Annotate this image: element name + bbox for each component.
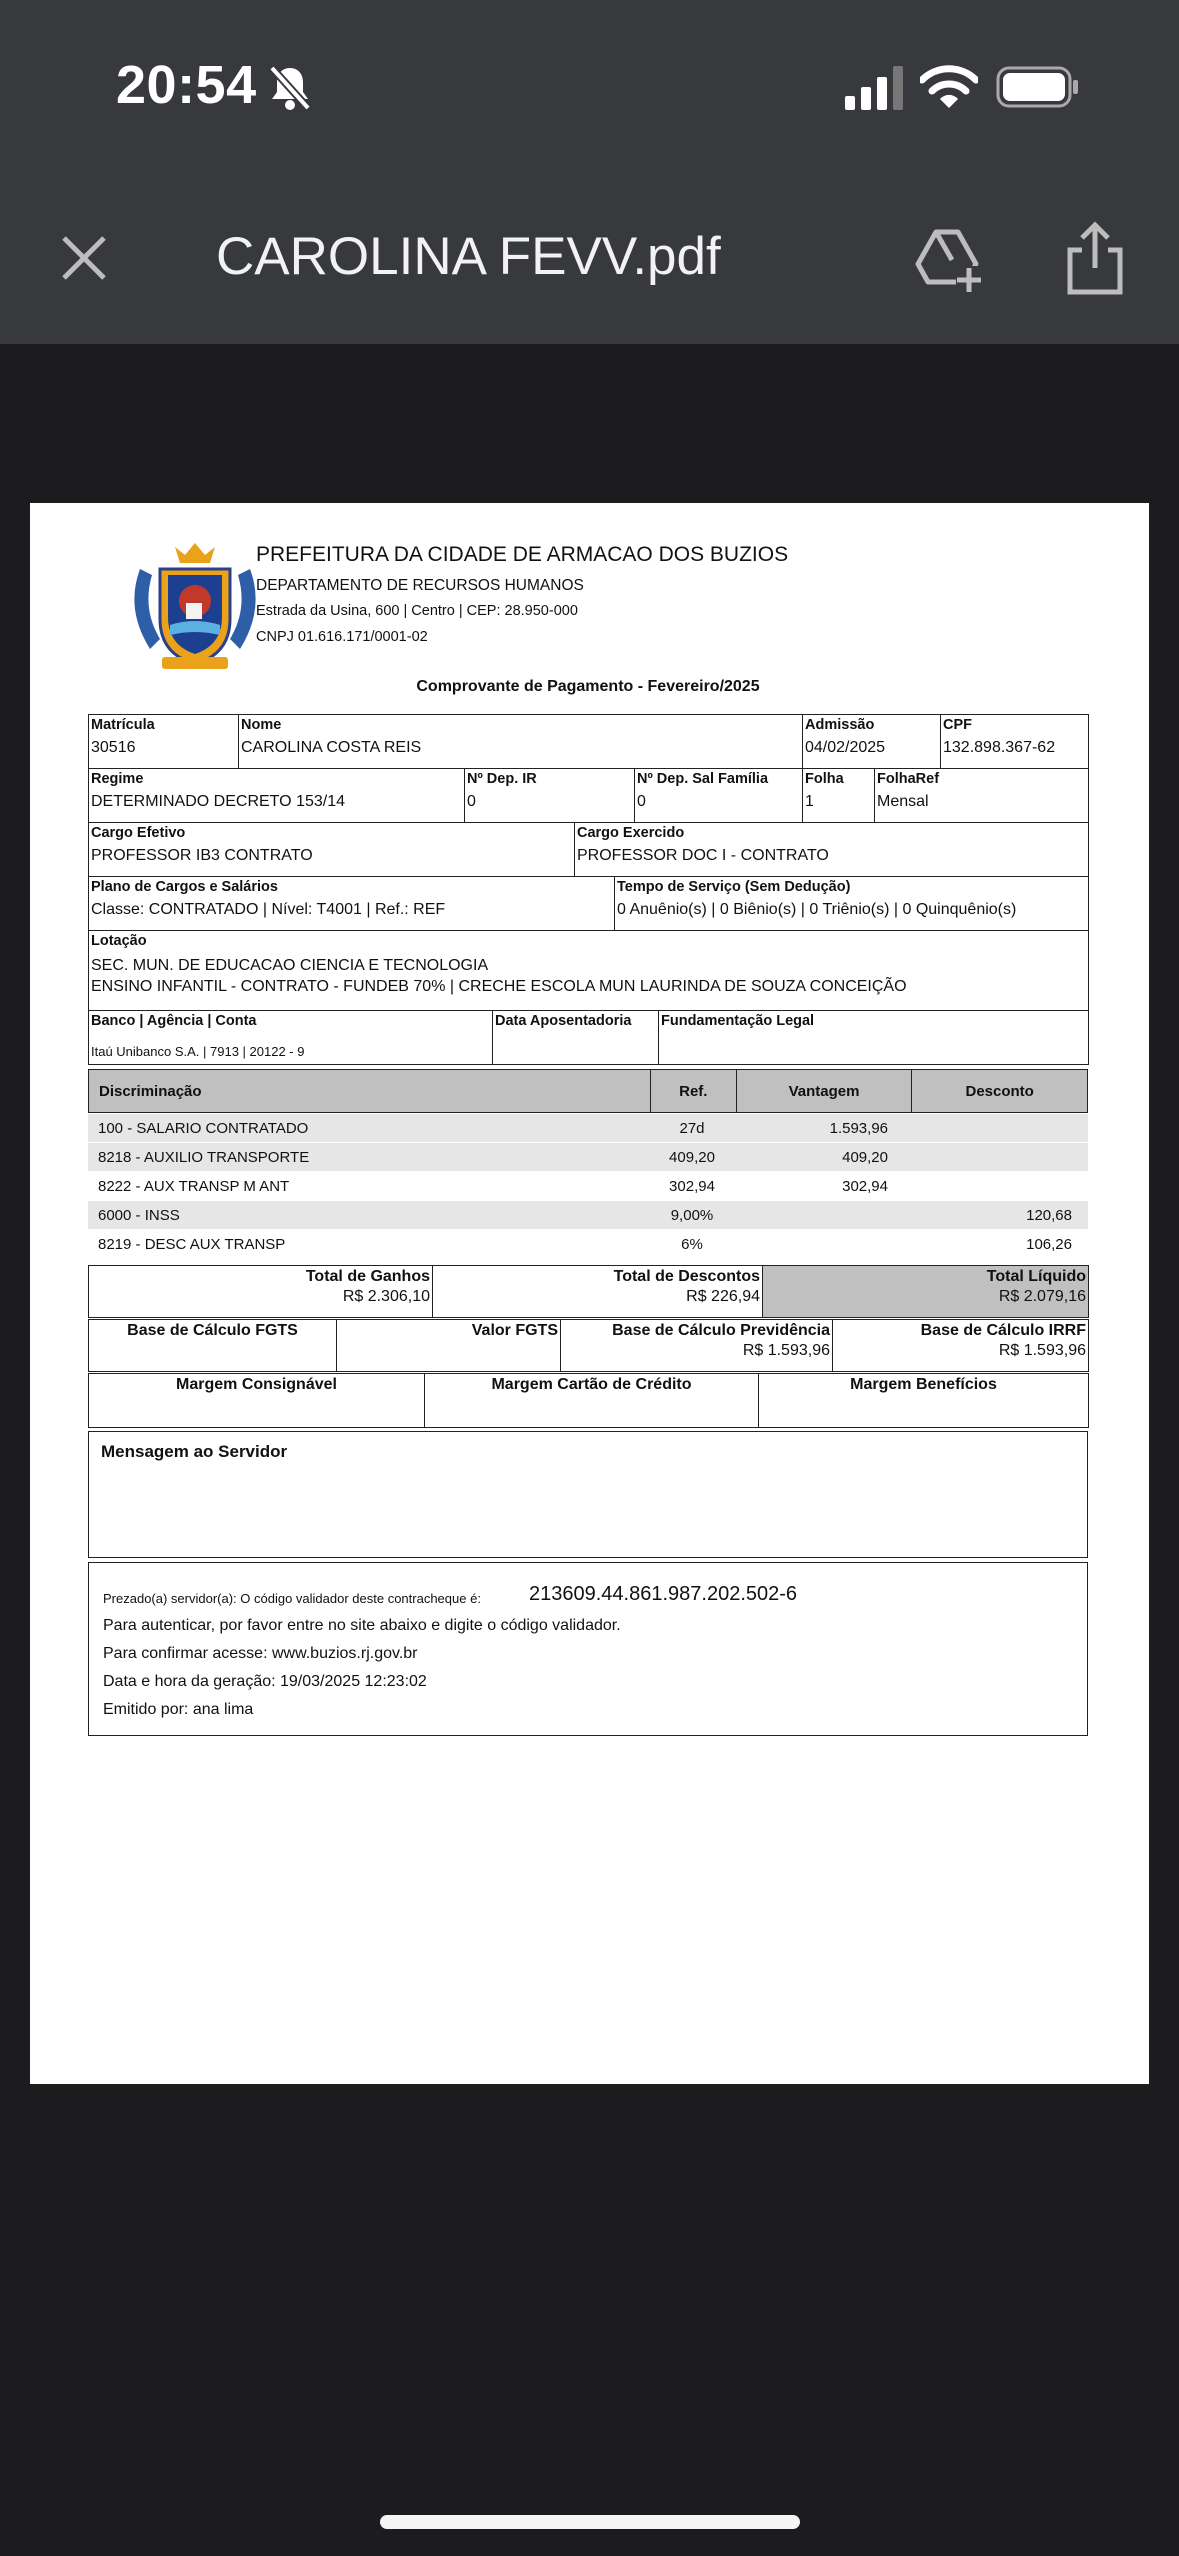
item-row: 100 - SALARIO CONTRATADO 27d 1.593,96 [88,1114,1088,1142]
cargo-table [88,822,1089,877]
margem-cartao-cell: Margem Cartão de Crédito [425,1374,759,1428]
regime-table [88,768,1089,823]
folha-cell: Folha 1 [803,769,875,823]
payslip-document [88,503,1088,1803]
header-discriminacao: Discriminação [99,1082,202,1100]
banco-table [88,1010,1089,1065]
aposentadoria-cell: Data Aposentadoria [493,1011,659,1065]
lotacao-cell: Lotação SEC. MUN. DE EDUCACAO CIENCIA E TECNOLOGIA ENSINO INFANTIL - CONTRATO - FUNDEB 70% | CRECHE ESCOLA MUN LAURINDA DE SOUZA CONCEIÇÃO [89,931,1089,1011]
employee-info-table [88,714,1089,769]
payment-items [88,1069,1088,1258]
home-indicator[interactable] [380,2515,800,2529]
total-ganhos-cell: Total de Ganhos R$ 2.306,10 [89,1266,433,1318]
bell-slash-icon [264,62,316,114]
pdf-page[interactable] [30,503,1149,2084]
item-row: 6000 - INSS 9,00% 120,68 [88,1201,1088,1229]
total-liquido-cell: Total Líquido R$ 2.079,16 [763,1266,1089,1318]
item-row: 8222 - AUX TRANSP M ANT 302,94 302,94 [98,1177,888,1195]
plano-cell: Plano de Cargos e Salários Classe: CONTRATADO | Nível: T4001 | Ref.: REF [89,877,615,931]
cnpj: CNPJ 01.616.171/0001-02 [256,629,428,645]
base-previdencia-cell: Base de Cálculo Previdência R$ 1.593,96 [561,1320,833,1372]
address: Estrada da Usina, 600 | Centro | CEP: 28.950-000 [256,603,578,619]
close-icon[interactable] [52,226,116,290]
document-title: Comprovante de Pagamento - Fevereiro/2025 [416,678,760,695]
fundamentacao-cell: Fundamentação Legal [659,1011,1089,1065]
header-vantagem: Vantagem [736,1070,912,1112]
valor-fgts-cell: Valor FGTS [337,1320,561,1372]
footer-line: Emitido por: ana lima [103,1701,254,1718]
totals-table [88,1265,1089,1318]
item-row: 8218 - AUXILIO TRANSPORTE 409,20 409,20 [88,1143,1088,1171]
regime-cell: Regime DETERMINADO DECRETO 153/14 [89,769,465,823]
validation-footer [88,1562,1088,1736]
matricula-cell: Matrícula 30516 [89,715,239,769]
margem-consignavel-cell: Margem Consignável [89,1374,425,1428]
status-time: 20:54 [116,55,257,115]
lotacao-table [88,930,1089,1011]
footer-line: Data e hora da geração: 19/03/2025 12:23:02 [103,1673,427,1690]
dep-sal-familia-cell: Nº Dep. Sal Família 0 [635,769,803,823]
file-title: CAROLINA FEVV.pdf [216,227,721,286]
top-bar [0,0,1179,344]
tempo-servico-cell: Tempo de Serviço (Sem Dedução) 0 Anuênio(s) | 0 Biênio(s) | 0 Triênio(s) | 0 Quinquênio(s) [615,877,1089,931]
items-header [88,1069,1088,1113]
folharef-cell: FolhaRef Mensal [875,769,1089,823]
margem-beneficios-cell: Margem Benefícios [759,1374,1089,1428]
banco-cell: Banco | Agência | Conta Itaú Unibanco S.A. | 7913 | 20122 - 9 [89,1011,493,1065]
wifi-icon [920,64,978,110]
validator-code: 213609.44.861.987.202.502-6 [529,1583,798,1605]
base-irrf-cell: Base de Cálculo IRRF R$ 1.593,96 [833,1320,1089,1372]
header-desconto: Desconto [911,1070,1087,1112]
margins-table [88,1373,1089,1428]
base-fgts-cell: Base de Cálculo FGTS [89,1320,337,1372]
share-icon[interactable] [1060,220,1130,296]
cellular-signal-icon [845,66,905,110]
cargo-efetivo-cell: Cargo Efetivo PROFESSOR IB3 CONTRATO [89,823,575,877]
item-row: 8219 - DESC AUX TRANSP 6% 106,26 [98,1235,1072,1253]
admissao-cell: Admissão 04/02/2025 [803,715,941,769]
nome-cell: Nome CAROLINA COSTA REIS [239,715,803,769]
message-box [88,1431,1088,1558]
cargo-exercido-cell: Cargo Exercido PROFESSOR DOC I - CONTRATO [575,823,1089,877]
footer-line: Para autenticar, por favor entre no site abaixo e digite o código validador. [103,1617,621,1634]
message-title: Mensagem ao Servidor [101,1442,288,1461]
cpf-cell: CPF 132.898.367-62 [941,715,1089,769]
battery-icon [996,66,1080,108]
plano-table [88,876,1089,931]
footer-line: Para confirmar acesse: www.buzios.rj.gov.br [103,1645,418,1662]
header-ref: Ref. [650,1070,736,1112]
department: DEPARTAMENTO DE RECURSOS HUMANOS [256,577,584,594]
dep-ir-cell: Nº Dep. IR 0 [465,769,635,823]
add-to-drive-icon[interactable] [912,222,984,294]
city-crest-logo [120,539,270,674]
bases-table [88,1319,1089,1372]
org-name: PREFEITURA DA CIDADE DE ARMACAO DOS BUZIOS [256,543,789,566]
total-descontos-cell: Total de Descontos R$ 226,94 [433,1266,763,1318]
validator-text: Prezado(a) servidor(a): O código validador deste contracheque é: [103,1591,481,1606]
